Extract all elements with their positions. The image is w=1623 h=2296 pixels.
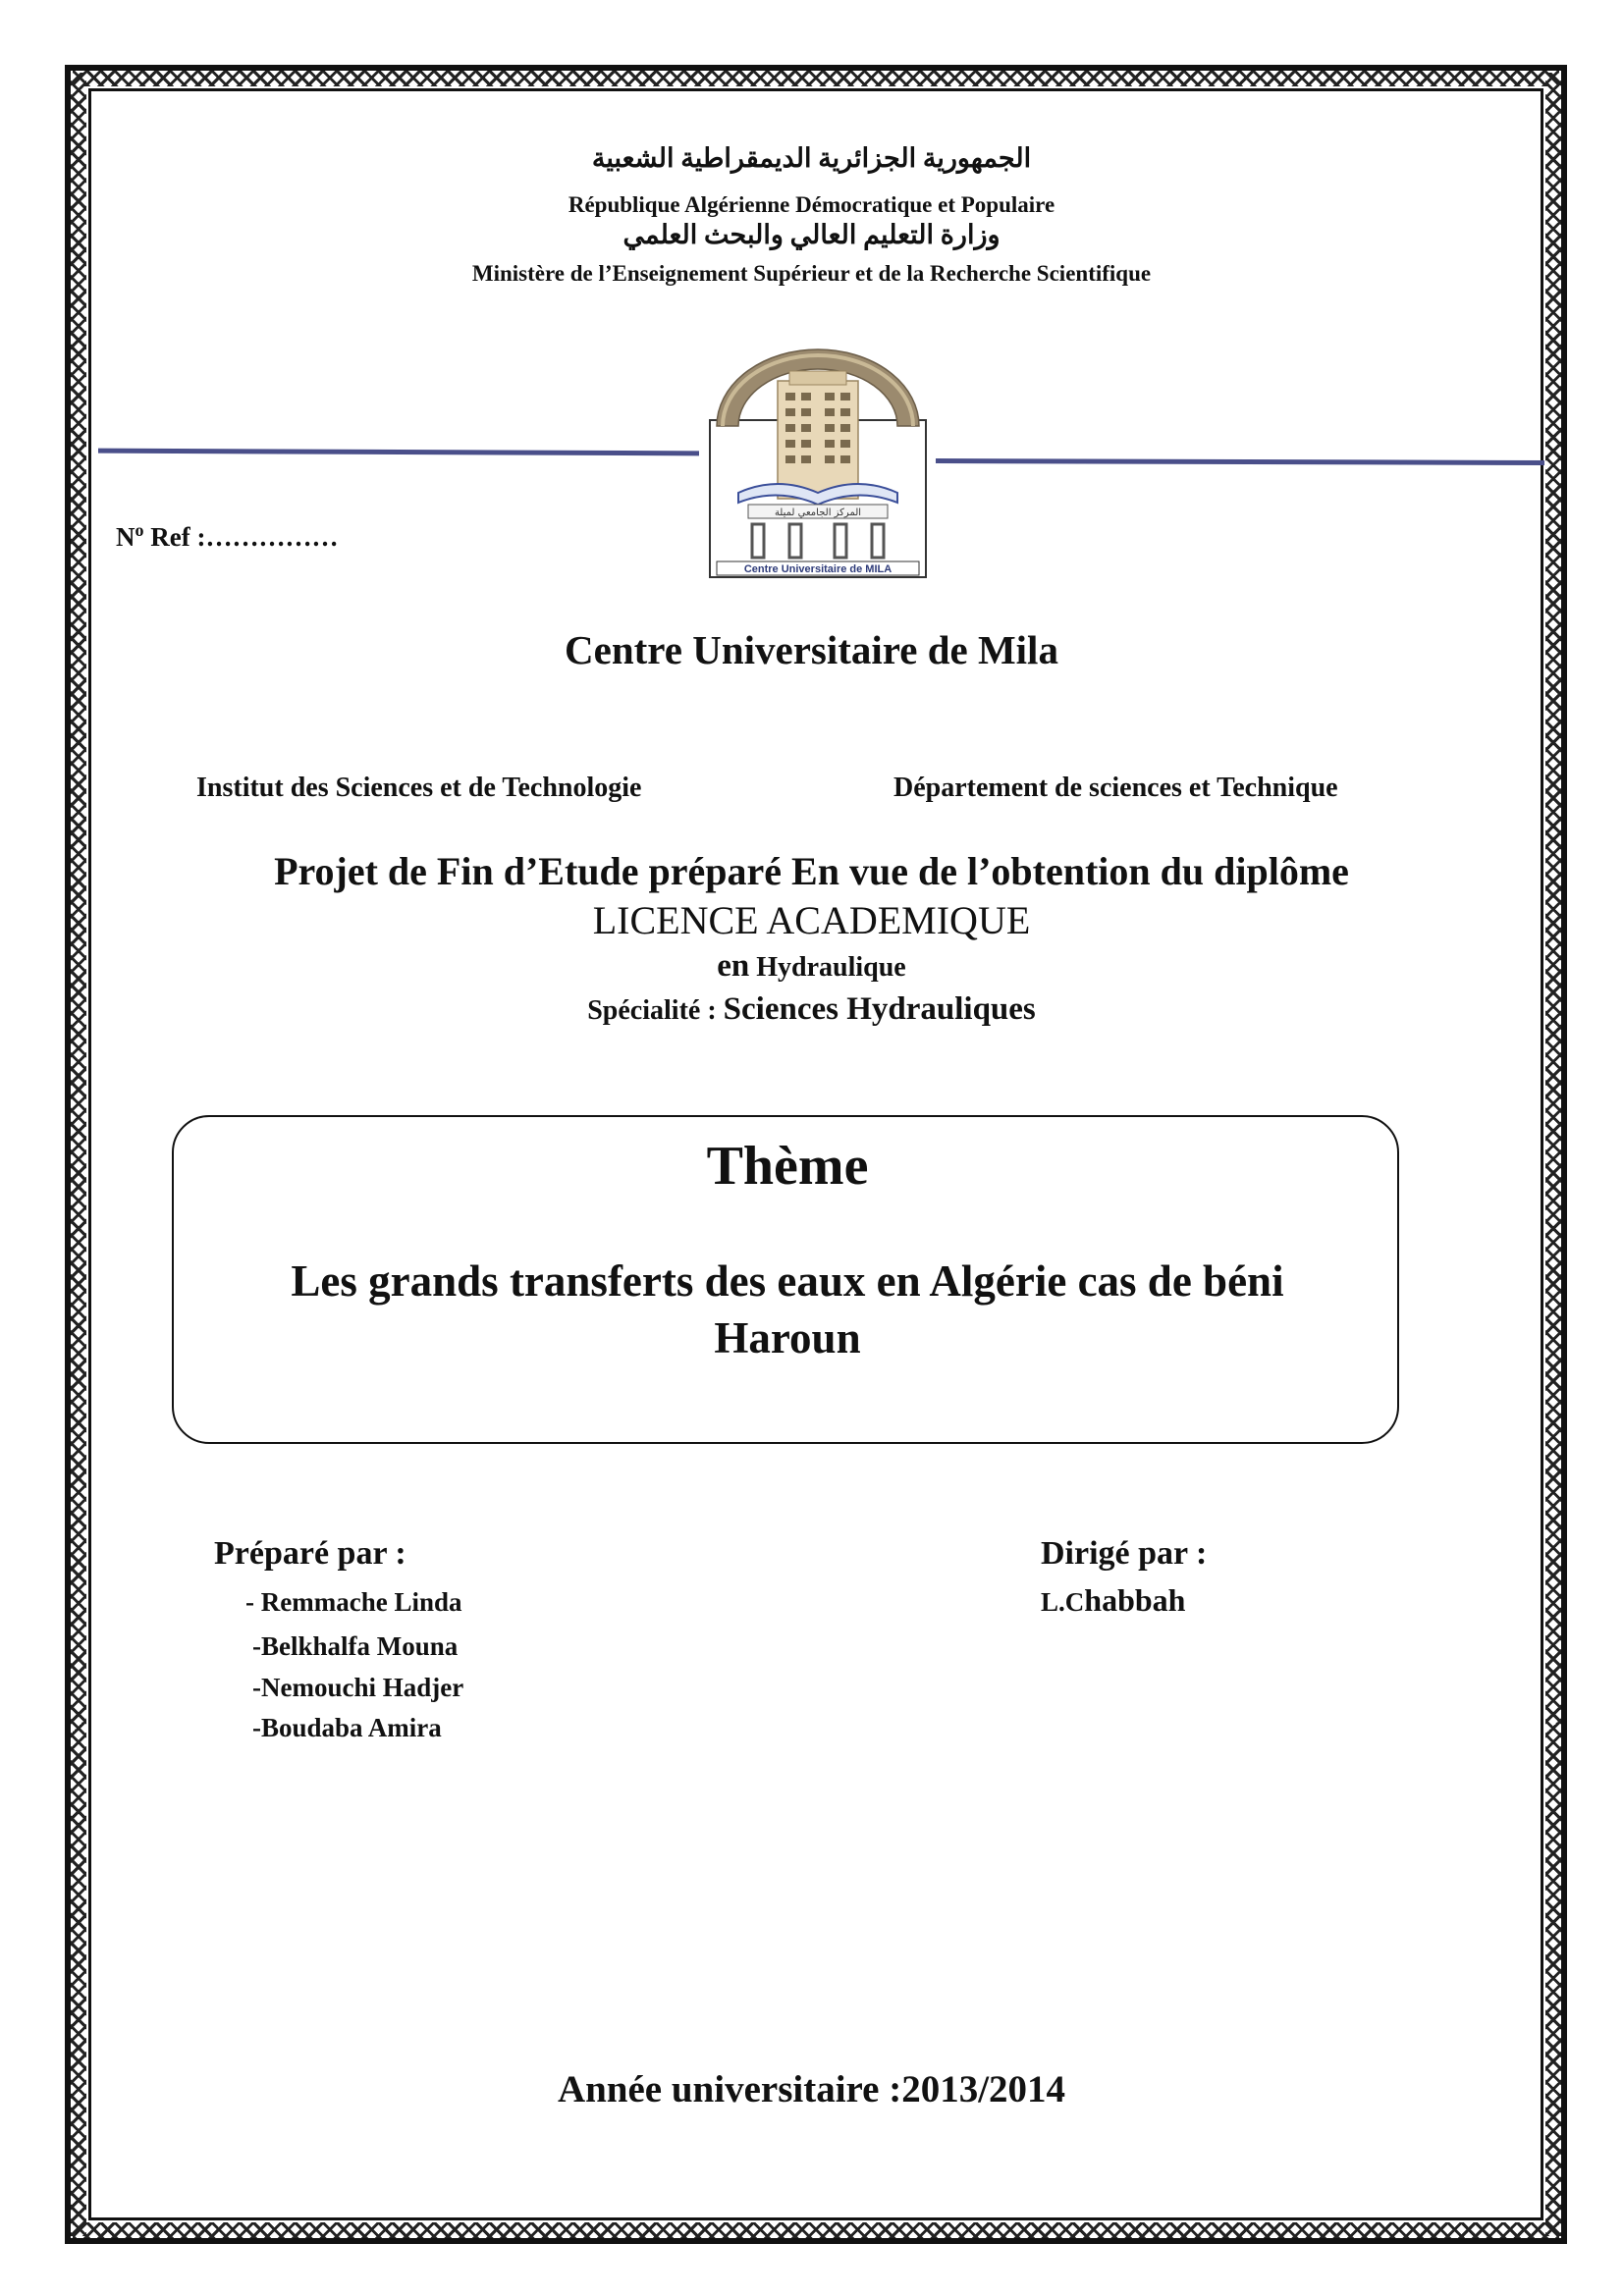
supervisor-rest: habbah xyxy=(1084,1582,1186,1618)
border-pattern-bottom xyxy=(73,2222,1559,2238)
ministry-name: Ministère de l’Enseignement Supérieur et de la Recherche Scientifique xyxy=(471,261,1152,286)
student-2: -Belkhalfa Mouna xyxy=(252,1631,459,1661)
prepared-by-label: Préparé par : xyxy=(214,1535,406,1572)
border-pattern-top xyxy=(73,71,1559,86)
academic-year: Année universitaire :2013/2014 xyxy=(557,2068,1066,2110)
arabic-republic-name: الجمهورية الجزائرية الديمقراطية الشعبية xyxy=(591,143,1032,173)
ref-rest: Ref :…………… xyxy=(143,522,339,552)
department-name: Département de sciences et Technique xyxy=(893,773,1338,803)
theme-line-2: Haroun xyxy=(714,1313,861,1362)
logo-arabic-caption: المركز الجامعي لميلة xyxy=(774,507,862,518)
university-name: Centre Universitaire de Mila xyxy=(565,627,1058,672)
theme-box xyxy=(172,1115,1399,1444)
ref-prefix: N xyxy=(116,522,135,552)
supervisor-name xyxy=(1041,1582,1185,1619)
border-pattern-left xyxy=(71,73,86,2236)
field-prefix: en xyxy=(717,948,750,984)
field-line xyxy=(0,948,1623,985)
ref-sup: o xyxy=(135,520,144,540)
university-logo-icon xyxy=(709,346,927,579)
theme-line-1: Les grands transferts des eaux en Algérie cas de béni xyxy=(291,1256,1284,1306)
student-3: -Nemouchi Hadjer xyxy=(252,1673,464,1702)
student-1: - Remmache Linda xyxy=(245,1587,462,1617)
institute-name: Institut des Sciences et de Technologie xyxy=(196,773,642,803)
logo-caption: Centre Universitaire de MILA xyxy=(743,563,893,575)
degree-name: LICENCE ACADEMIQUE xyxy=(592,898,1031,942)
theme-heading: Thème xyxy=(706,1136,869,1197)
field-name: Hydraulique xyxy=(756,952,906,983)
supervisor-prefix: L.C xyxy=(1041,1587,1085,1617)
arabic-ministry-name: وزارة التعليم العالي والبحث العلمي xyxy=(622,220,1001,249)
directed-by-label: Dirigé par : xyxy=(1041,1535,1208,1572)
border-pattern-right xyxy=(1545,73,1561,2236)
student-4: -Boudaba Amira xyxy=(252,1713,442,1742)
project-title: Projet de Fin d’Etude préparé En vue de l’obtention du diplôme xyxy=(274,849,1349,893)
speciality-name: Sciences Hydrauliques xyxy=(723,991,1036,1027)
reference-number xyxy=(116,520,338,553)
republic-name: République Algérienne Démocratique et Populaire xyxy=(568,192,1055,217)
university-logo xyxy=(709,346,927,579)
speciality-line xyxy=(0,991,1623,1028)
speciality-label: Spécialité : xyxy=(587,995,717,1026)
